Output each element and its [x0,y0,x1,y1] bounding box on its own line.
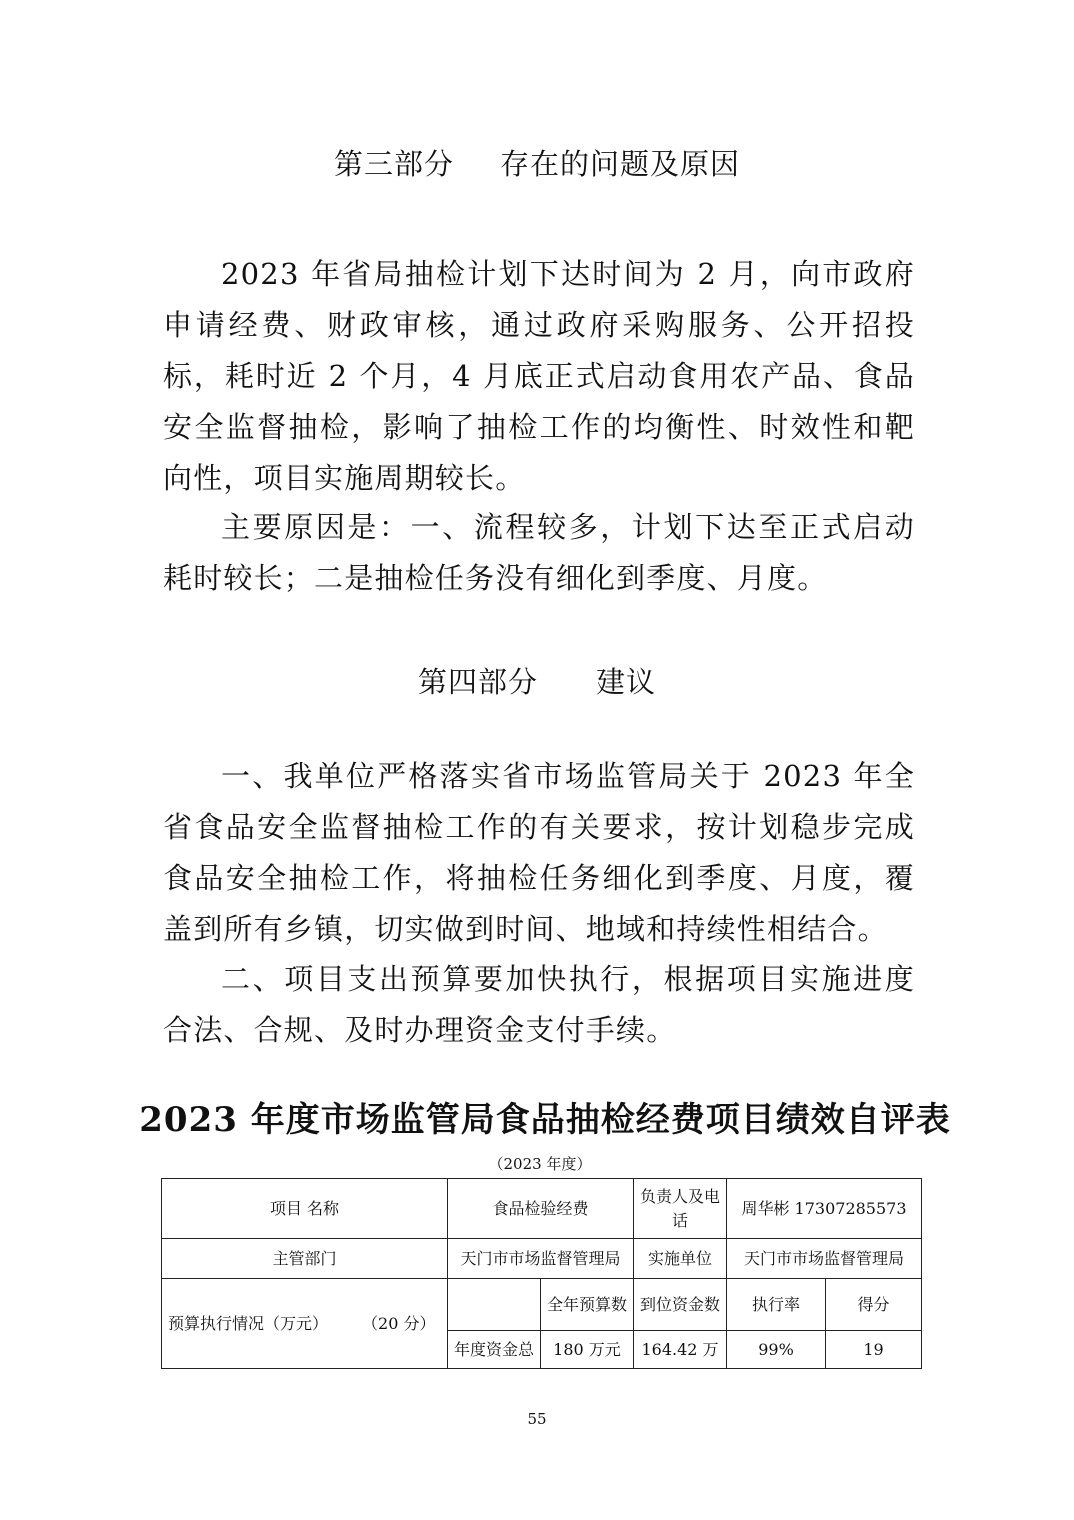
table-row [162,1179,922,1239]
table-row [162,1279,922,1331]
project-name-label: 项目 名称 [162,1179,448,1239]
execution-rate-value: 99% [727,1331,826,1369]
empty-cell [448,1279,541,1331]
section4-heading-title: 建议 [596,665,657,699]
execution-rate-header: 执行率 [727,1279,826,1331]
department-label: 主管部门 [162,1239,448,1279]
budget-execution-text: 预算执行情况（万元） [168,1313,329,1333]
table-row [162,1239,922,1279]
section3-heading [0,142,1074,183]
section4-heading-part: 第四部分 [417,665,538,699]
department-value: 天门市市场监督管理局 [448,1239,634,1279]
evaluation-table [161,1178,922,1369]
budget-execution-label [162,1279,448,1369]
contact-value: 周华彬 17307285573 [727,1179,922,1239]
budget-execution-points: （20 分） [362,1313,436,1333]
table-subtitle: （2023 年度） [488,1155,592,1173]
section4-paragraph-2: 二、项目支出预算要加快执行，根据项目实施进度合法、合规、及时办理资金支付手续。 [163,962,915,1047]
contact-label: 负责人及电话 [634,1179,727,1239]
section4-paragraph-1: 一、我单位严格落实省市场监管局关于 2023 年全省食品安全监督抽检工作的有关要求，按计划稳步完成食品安全抽检工作，将抽检任务细化到季度、月度，覆盖到所有乡镇，切实做到时间、地域和持续性相结合。 [163,759,915,946]
project-name-value: 食品检验经费 [448,1179,634,1239]
funds-received-value: 164.42 万 [634,1331,727,1369]
annual-budget-value: 180 万元 [541,1331,634,1369]
section3-paragraph-2: 主要原因是：一、流程较多，计划下达至正式启动耗时较长；二是抽检任务没有细化到季度、月度。 [163,510,915,595]
implementing-unit-label: 实施单位 [634,1239,727,1279]
score-value: 19 [826,1331,922,1369]
table-title: 2023 年度市场监管局食品抽检经费项目绩效自评表 [139,1100,951,1140]
funds-received-header: 到位资金数 [634,1279,727,1331]
annual-funds-label: 年度资金总 [448,1331,541,1369]
section3-paragraph-1: 2023 年省局抽检计划下达时间为 2 月，向市政府申请经费、财政审核，通过政府采购服务、公开招投标，耗时近 2 个月，4 月底正式启动食用农产品、食品安全监督抽检，影响了抽检工作的均衡性、时效性和靶向性，项目实施周期较长。 [163,257,915,495]
section3-heading-title: 存在的问题及原因 [500,147,741,181]
implementing-unit-value: 天门市市场监督管理局 [727,1239,922,1279]
section3-heading-part: 第三部分 [333,147,454,181]
page-number: 55 [527,1410,547,1428]
annual-budget-header: 全年预算数 [541,1279,634,1331]
score-header: 得分 [826,1279,922,1331]
section4-heading [0,660,1074,701]
